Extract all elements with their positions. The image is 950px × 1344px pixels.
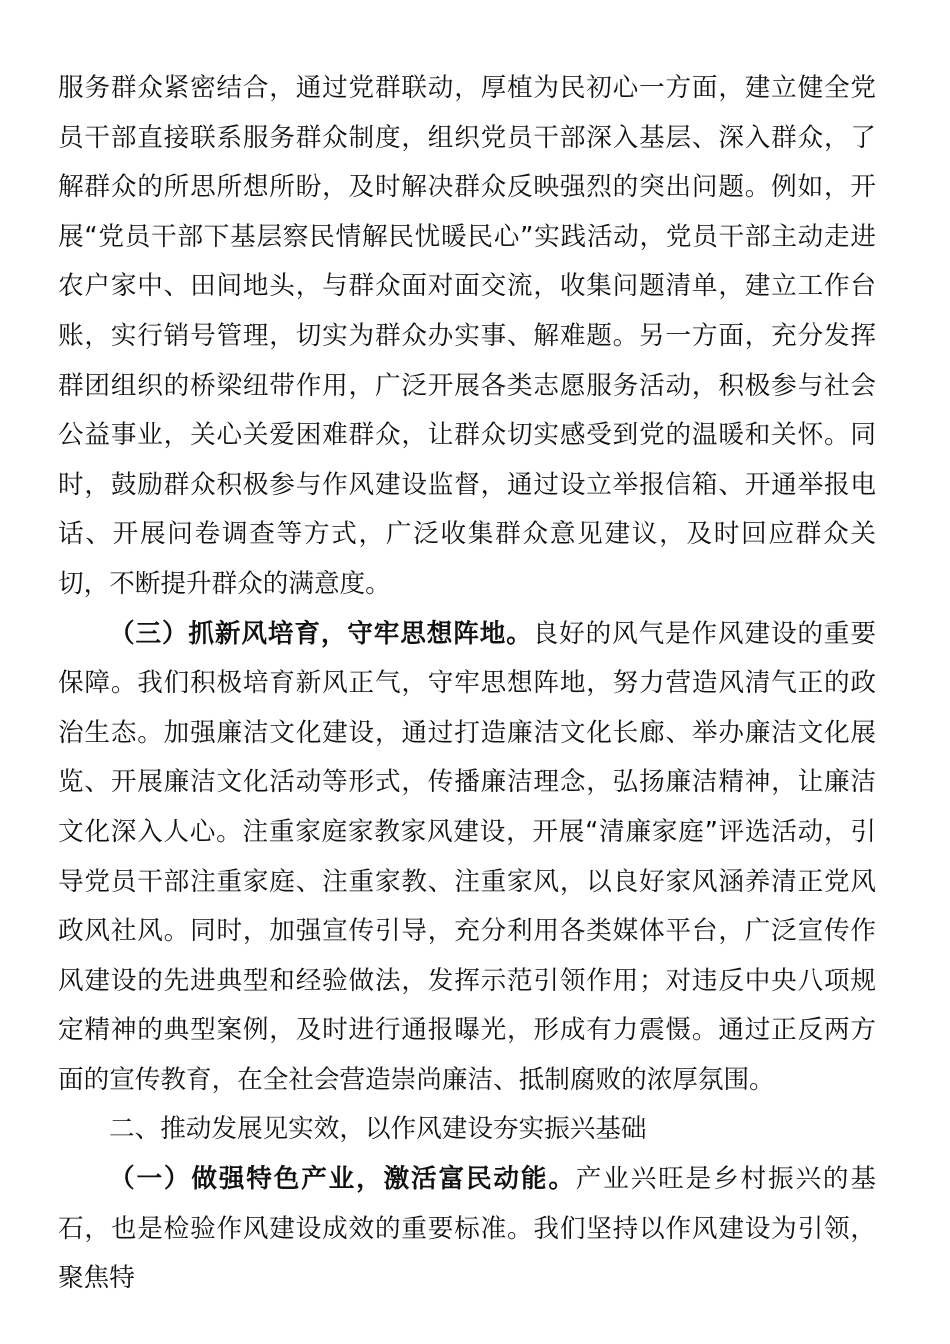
chapter-heading-2: 二、推动发展见实效，以作风建设夯实振兴基础 (109, 1114, 647, 1145)
body-paragraph-4 (58, 1155, 876, 1304)
section-heading-3: （三）抓新风培育，守牢思想阵地。 (109, 618, 533, 649)
section-heading-1: （一）做强特色产业，激活富民动能。 (109, 1164, 576, 1195)
section-body-1: 产业兴旺是乡村振兴的基石，也是检验作风建设成效的重要标准。我们坚持以作风建设为引领，聚焦特 (58, 1164, 876, 1294)
body-paragraph-1: 服务群众紧密结合，通过党群联动，厚植为民初心一方面，建立健全党员干部直接联系服务群众制度，组织党员干部深入基层、深入群众，了解群众的所思所想所盼，及时解决群众反映强烈的突出问题。例如，开展“党员干部下基层察民情解民忧暖民心”实践活动，党员干部主动走进农户家中、田间地头，与群众面对面交流，收集问题清单，建立工作台账，实行销号管理，切实为群众办实事、解难题。另一方面，充分发挥群团组织的桥梁纽带作用，广泛开展各类志愿服务活动，积极参与社会公益事业，关心关爱困难群众，让群众切实感受到党的温暖和关怀。同时，鼓励群众积极参与作风建设监督，通过设立举报信箱、开通举报电话、开展问卷调查等方式，广泛收集群众意见建议，及时回应群众关切，不断提升群众的满意度。 (58, 73, 876, 599)
body-paragraph-2 (58, 610, 876, 1106)
section-body-3: 良好的风气是作风建设的重要保障。我们积极培育新风正气，守牢思想阵地，努力营造风清气正的政治生态。加强廉洁文化建设，通过打造廉洁文化长廊、举办廉洁文化展览、开展廉洁文化活动等形式，传播廉洁理念，弘扬廉洁精神，让廉洁文化深入人心。注重家庭家教家风建设，开展“清廉家庭”评选活动，引导党员干部注重家庭、注重家教、注重家风，以良好家风涵养清正党风政风社风。同时，加强宣传引导，充分利用各类媒体平台，广泛宣传作风建设的先进典型和经验做法，发挥示范引领作用；对违反中央八项规定精神的典型案例，及时进行通报曝光，形成有力震慑。通过正反两方面的宣传教育，在全社会营造崇尚廉洁、抵制腐败的浓厚氛围。 (58, 618, 876, 1095)
document-page (58, 64, 876, 1304)
